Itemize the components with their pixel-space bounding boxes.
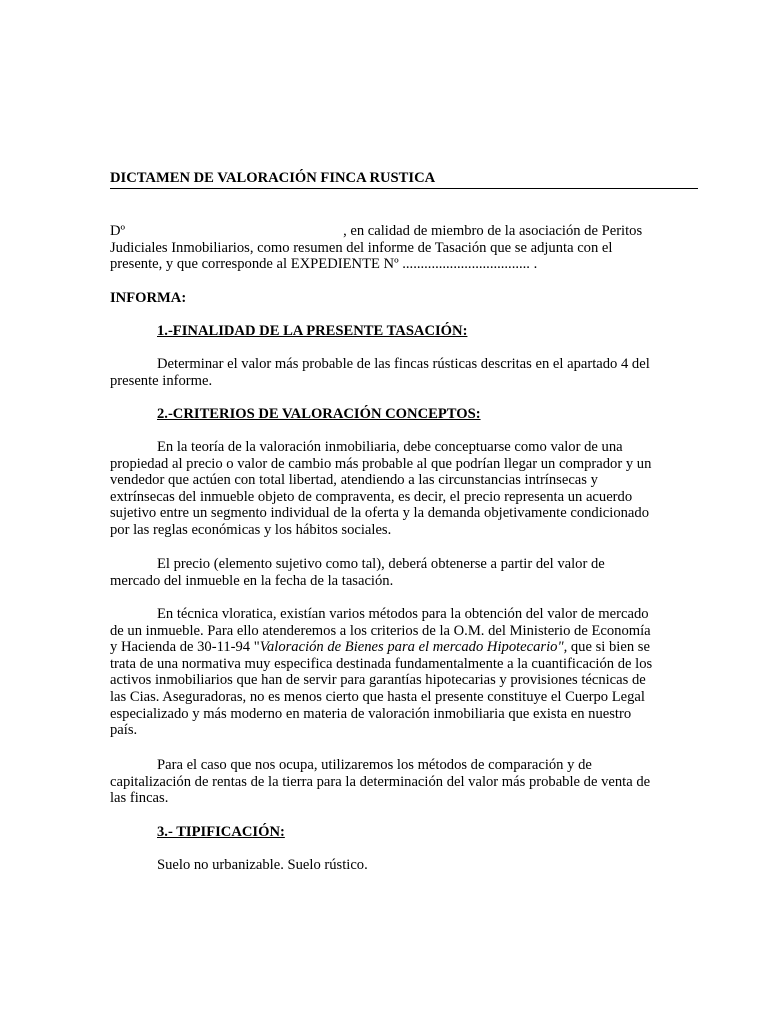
p3-text-after: que si bien se trata de una normativa muy especifica destinada fundamentalmente a la cuantificación de los activos inmobiliarios que han de servir para garantías hipotecarias y provisiones técnicas de las Cias. Aseguradoras, no es menos cierto que hasta el presente constituye el Cuerpo Legal especializado y más moderno en materia de valoración inmobiliaria que exista en nuestro país. [110,639,653,739]
section2-paragraph-4: Para el caso que nos ocupa, utilizaremos los métodos de comparación y de capitalización de rentas de la tierra para la determinación del valor más probable de venta de las fincas. [110,757,651,807]
section1-paragraph: Determinar el valor más probable de las fincas rústicas descritas en el apartado 4 del presente informe. [110,356,650,389]
informa-heading: INFORMA: [110,290,187,306]
section3-paragraph: Suelo no urbanizable. Suelo rústico. [157,857,368,873]
p3-italic-title: Valoración de Bienes para el mercado Hipotecario", [259,639,568,656]
p3-text-before: En técnica vloratica, existían varios métodos para la obtención del valor de mercado de un inmueble. Para ello atenderemos a los criterios de la O.M. del Ministerio de Economía y Hacienda de 30-11-94 " [110,606,651,656]
document-title: DICTAMEN DE VALORACIÓN FINCA RUSTICA [110,170,698,189]
section2-paragraph-2: El precio (elemento sujetivo como tal), deberá obtenerse a partir del valor de mercado del inmueble en la fecha de la tasación. [110,556,605,589]
section2-paragraph-3 [110,606,658,739]
intro-prefix: Dº [110,223,126,239]
section2-heading: 2.-CRITERIOS DE VALORACIÓN CONCEPTOS: [157,406,481,422]
section3-heading: 3.- TIPIFICACIÓN: [157,824,285,840]
intro-paragraph [110,223,658,273]
section2-paragraph-1: En la teoría de la valoración inmobiliaria, debe conceptuarse como valor de una propiedad al precio o valor de cambio más probable al que podrían llegar un comprador y un vendedor que actúen con total libertad, atendiendo a las circunstancias intrínsecas y extrínsecas del inmueble objeto de compraventa, es decir, el precio representa un acuerdo sujetivo entre un segmento individual de la oferta y la demanda objetivamente condicionado por las reglas económicas y los hábitos sociales. [110,439,652,538]
intro-text: , en calidad de miembro de la asociación de Peritos Judiciales Inmobiliarios, como resumen del informe de Tasación que se adjunta con el presente, y que corresponde al EXPEDIENTE Nº ................................... . [110,223,643,273]
section1-heading: 1.-FINALIDAD DE LA PRESENTE TASACIÓN: [157,323,468,339]
